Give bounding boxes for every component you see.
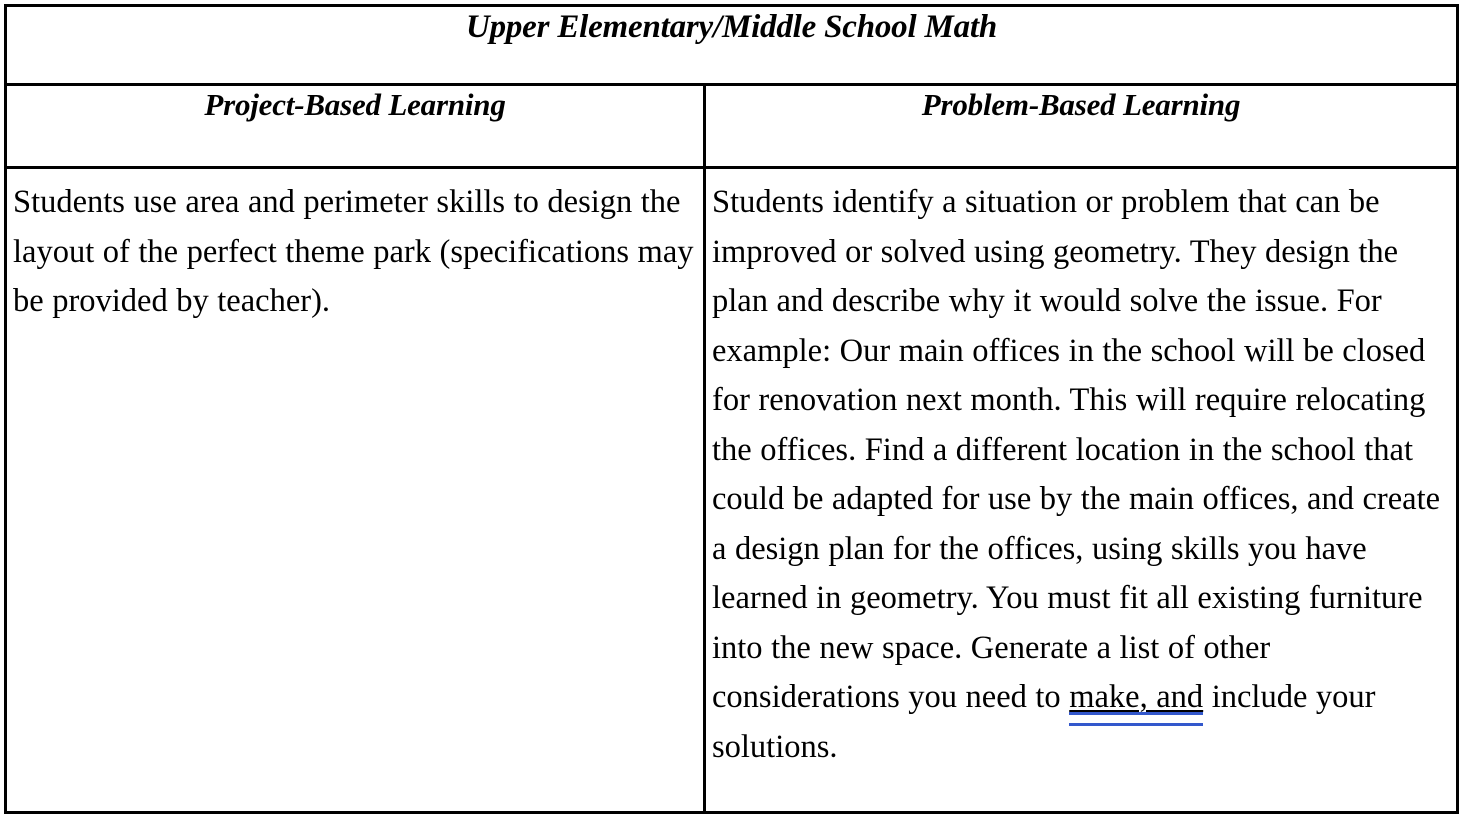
- table-title-row: [6, 6, 1458, 85]
- problem-based-text-part-1: Students identify a situation or problem that can be improved or solved using geometry. They design the plan and describe why it would solve the issue. For example: Our main offices in the school will be closed for renovation next month. This will require relocating the offices. Find a different location in the school that could be adapted for use by the main offices, and create a design plan for the offices, using skills you have learned in geometry. You must fit all existing furniture into the new space. Generate a list of other considerations you need to: [712, 184, 1441, 715]
- table-title-cell: [6, 6, 1458, 85]
- column-header-problem-based: [705, 85, 1458, 168]
- column-header-label: Problem-Based Learning: [921, 87, 1241, 122]
- page-title: Upper Elementary/Middle School Math: [465, 9, 998, 45]
- cell-problem-based-description: [705, 168, 1458, 813]
- column-header-project-based: [6, 85, 705, 168]
- problem-based-text: [706, 169, 1456, 772]
- column-header-label: Project-Based Learning: [204, 87, 506, 122]
- grammar-suggestion-underline[interactable]: make, and: [1069, 679, 1204, 715]
- table-header-row: [6, 85, 1458, 168]
- problem-based-text-part-2: include your solutions.: [712, 679, 1376, 765]
- comparison-table: [4, 4, 1459, 814]
- project-based-text: Students use area and perimeter skills to design the layout of the perfect theme park (specifications may be provided by teacher).: [13, 184, 694, 319]
- table-row: [6, 168, 1458, 813]
- cell-project-based-description: [6, 168, 705, 813]
